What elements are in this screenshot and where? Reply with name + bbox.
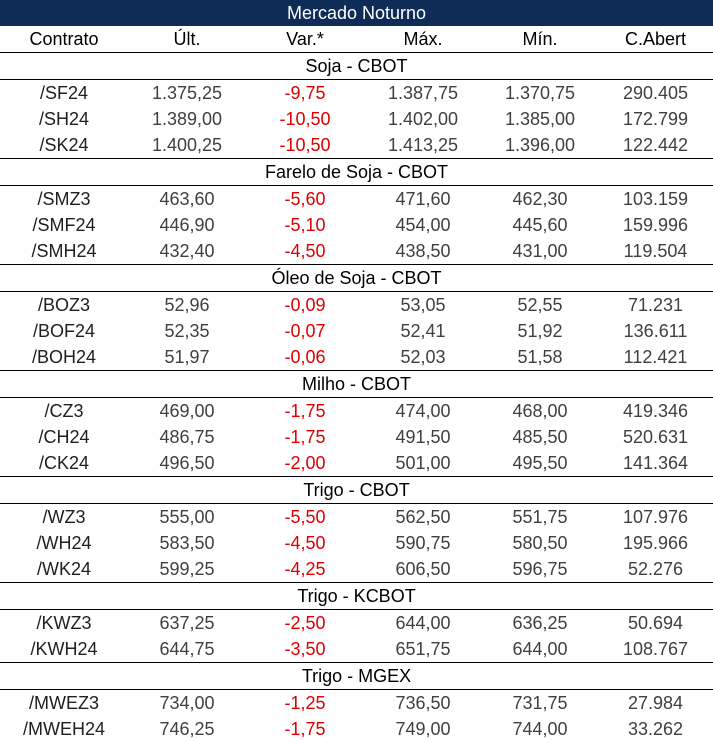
header-high: Máx. — [364, 26, 482, 53]
high-cell: 501,00 — [395, 453, 451, 473]
change-cell: -4,50 — [284, 241, 326, 261]
contract-cell: /CH24 — [38, 427, 90, 447]
open-interest-cell: 159.996 — [622, 215, 689, 235]
change-cell: -1,75 — [284, 427, 326, 447]
high-cell: 590,75 — [395, 533, 451, 553]
last-cell: 1.400,25 — [151, 135, 223, 155]
low-cell: 431,00 — [512, 241, 568, 261]
table-row — [0, 636, 713, 663]
table-row — [0, 186, 713, 213]
last-cell: 432,40 — [159, 241, 215, 261]
low-cell: 1.370,75 — [504, 83, 576, 103]
section-title: Farelo de Soja - CBOT — [0, 159, 713, 186]
section-title: Trigo - MGEX — [0, 663, 713, 690]
open-interest-cell: 290.405 — [622, 83, 689, 103]
low-cell: 485,50 — [512, 427, 568, 447]
section-title: Trigo - CBOT — [0, 477, 713, 504]
last-cell: 463,60 — [159, 189, 215, 209]
high-cell: 471,60 — [395, 189, 451, 209]
high-cell: 749,00 — [395, 719, 451, 739]
section-header — [0, 477, 713, 504]
contract-cell: /BOF24 — [32, 321, 96, 341]
change-cell: -10,50 — [279, 109, 331, 129]
table-row — [0, 132, 713, 159]
contract-cell: /WZ3 — [42, 507, 86, 527]
low-cell: 445,60 — [512, 215, 568, 235]
contract-cell: /WK24 — [36, 559, 92, 579]
last-cell: 637,25 — [159, 613, 215, 633]
change-cell: -1,75 — [284, 401, 326, 421]
contract-cell: /SF24 — [39, 83, 89, 103]
high-cell: 53,05 — [400, 295, 446, 315]
section-title: Soja - CBOT — [0, 53, 713, 80]
table-row — [0, 292, 713, 319]
open-interest-cell: 50.694 — [627, 613, 684, 633]
last-cell: 734,00 — [159, 693, 215, 713]
contract-cell: /SMZ3 — [37, 189, 91, 209]
last-cell: 496,50 — [159, 453, 215, 473]
section-header — [0, 265, 713, 292]
open-interest-cell: 119.504 — [623, 241, 688, 261]
table-row — [0, 344, 713, 371]
change-cell: -1,25 — [284, 693, 326, 713]
low-cell: 495,50 — [512, 453, 568, 473]
open-interest-cell: 136.611 — [623, 321, 688, 341]
contract-cell: /MWEZ3 — [29, 693, 99, 713]
contract-cell: /KWH24 — [30, 639, 98, 659]
high-cell: 52,41 — [400, 321, 446, 341]
last-cell: 52,96 — [164, 295, 210, 315]
header-low: Mín. — [482, 26, 598, 53]
low-cell: 596,75 — [512, 559, 568, 579]
header-open-interest: C.Abert — [598, 26, 713, 53]
open-interest-cell: 107.976 — [622, 507, 689, 527]
change-cell: -4,50 — [284, 533, 326, 553]
open-interest-cell: 419.346 — [622, 401, 689, 421]
header-row — [0, 26, 713, 53]
low-cell: 744,00 — [512, 719, 568, 739]
high-cell: 1.402,00 — [387, 109, 459, 129]
table-row — [0, 212, 713, 238]
table-row — [0, 318, 713, 344]
high-cell: 562,50 — [395, 507, 451, 527]
high-cell: 438,50 — [395, 241, 451, 261]
last-cell: 555,00 — [159, 507, 215, 527]
change-cell: -5,60 — [284, 189, 326, 209]
open-interest-cell: 103.159 — [622, 189, 689, 209]
low-cell: 52,55 — [517, 295, 563, 315]
section-title: Milho - CBOT — [0, 371, 713, 398]
last-cell: 644,75 — [159, 639, 215, 659]
change-cell: -2,00 — [284, 453, 326, 473]
contract-cell: /CK24 — [38, 453, 90, 473]
last-cell: 746,25 — [159, 719, 215, 739]
change-cell: -9,75 — [284, 83, 326, 103]
section-header — [0, 583, 713, 610]
change-cell: -3,50 — [284, 639, 326, 659]
last-cell: 486,75 — [159, 427, 215, 447]
high-cell: 52,03 — [400, 347, 446, 367]
section-title: Trigo - KCBOT — [0, 583, 713, 610]
open-interest-cell: 141.364 — [622, 453, 689, 473]
high-cell: 474,00 — [395, 401, 451, 421]
contract-cell: /BOZ3 — [37, 295, 90, 315]
table-row — [0, 238, 713, 265]
contract-cell: /SMH24 — [31, 241, 97, 261]
low-cell: 468,00 — [512, 401, 568, 421]
section-header — [0, 663, 713, 690]
section-header — [0, 159, 713, 186]
last-cell: 1.389,00 — [151, 109, 223, 129]
table-row — [0, 690, 713, 717]
high-cell: 651,75 — [395, 639, 451, 659]
table-title: Mercado Noturno — [0, 0, 713, 26]
table-row — [0, 610, 713, 637]
low-cell: 580,50 — [512, 533, 568, 553]
open-interest-cell: 108.767 — [622, 639, 689, 659]
high-cell: 1.413,25 — [387, 135, 459, 155]
open-interest-cell: 71.231 — [627, 295, 684, 315]
last-cell: 583,50 — [159, 533, 215, 553]
contract-cell: /SMF24 — [32, 215, 96, 235]
change-cell: -4,25 — [284, 559, 326, 579]
high-cell: 736,50 — [395, 693, 451, 713]
low-cell: 51,92 — [517, 321, 563, 341]
table-row — [0, 504, 713, 531]
high-cell: 491,50 — [395, 427, 451, 447]
contract-cell: /BOH24 — [31, 347, 97, 367]
high-cell: 454,00 — [395, 215, 451, 235]
open-interest-cell: 520.631 — [622, 427, 689, 447]
change-cell: -0,07 — [284, 321, 326, 341]
open-interest-cell: 195.966 — [622, 533, 689, 553]
header-contract: Contrato — [0, 26, 128, 53]
contract-cell: /KWZ3 — [36, 613, 92, 633]
section-header — [0, 371, 713, 398]
table-row — [0, 556, 713, 583]
table-row — [0, 530, 713, 556]
title-row — [0, 0, 713, 26]
open-interest-cell: 27.984 — [627, 693, 684, 713]
contract-cell: /WH24 — [36, 533, 92, 553]
section-header — [0, 53, 713, 80]
section-title: Óleo de Soja - CBOT — [0, 265, 713, 292]
change-cell: -5,10 — [284, 215, 326, 235]
table-row — [0, 106, 713, 132]
last-cell: 1.375,25 — [151, 83, 223, 103]
last-cell: 52,35 — [164, 321, 210, 341]
contract-cell: /SK24 — [39, 135, 89, 155]
change-cell: -0,09 — [284, 295, 326, 315]
open-interest-cell: 122.442 — [622, 135, 689, 155]
change-cell: -10,50 — [279, 135, 331, 155]
contract-cell: /MWEH24 — [22, 719, 105, 739]
table-row — [0, 450, 713, 477]
last-cell: 599,25 — [159, 559, 215, 579]
open-interest-cell: 112.421 — [623, 347, 688, 367]
low-cell: 731,75 — [512, 693, 568, 713]
open-interest-cell: 33.262 — [627, 719, 684, 739]
low-cell: 551,75 — [512, 507, 568, 527]
last-cell: 51,97 — [164, 347, 210, 367]
last-cell: 446,90 — [159, 215, 215, 235]
low-cell: 644,00 — [512, 639, 568, 659]
change-cell: -0,06 — [284, 347, 326, 367]
table-row — [0, 424, 713, 450]
last-cell: 469,00 — [159, 401, 215, 421]
contract-cell: /SH24 — [38, 109, 90, 129]
change-cell: -1,75 — [284, 719, 326, 739]
open-interest-cell: 172.799 — [622, 109, 689, 129]
change-cell: -2,50 — [284, 613, 326, 633]
low-cell: 462,30 — [512, 189, 568, 209]
high-cell: 606,50 — [395, 559, 451, 579]
high-cell: 644,00 — [395, 613, 451, 633]
header-last: Últ. — [128, 26, 246, 53]
table-row — [0, 398, 713, 425]
table-row — [0, 716, 713, 742]
table-row — [0, 80, 713, 107]
low-cell: 1.385,00 — [504, 109, 576, 129]
low-cell: 51,58 — [517, 347, 563, 367]
contract-cell: /CZ3 — [44, 401, 84, 421]
low-cell: 636,25 — [512, 613, 568, 633]
high-cell: 1.387,75 — [387, 83, 459, 103]
change-cell: -5,50 — [284, 507, 326, 527]
header-change: Var.* — [246, 26, 364, 53]
open-interest-cell: 52.276 — [627, 559, 684, 579]
low-cell: 1.396,00 — [504, 135, 576, 155]
